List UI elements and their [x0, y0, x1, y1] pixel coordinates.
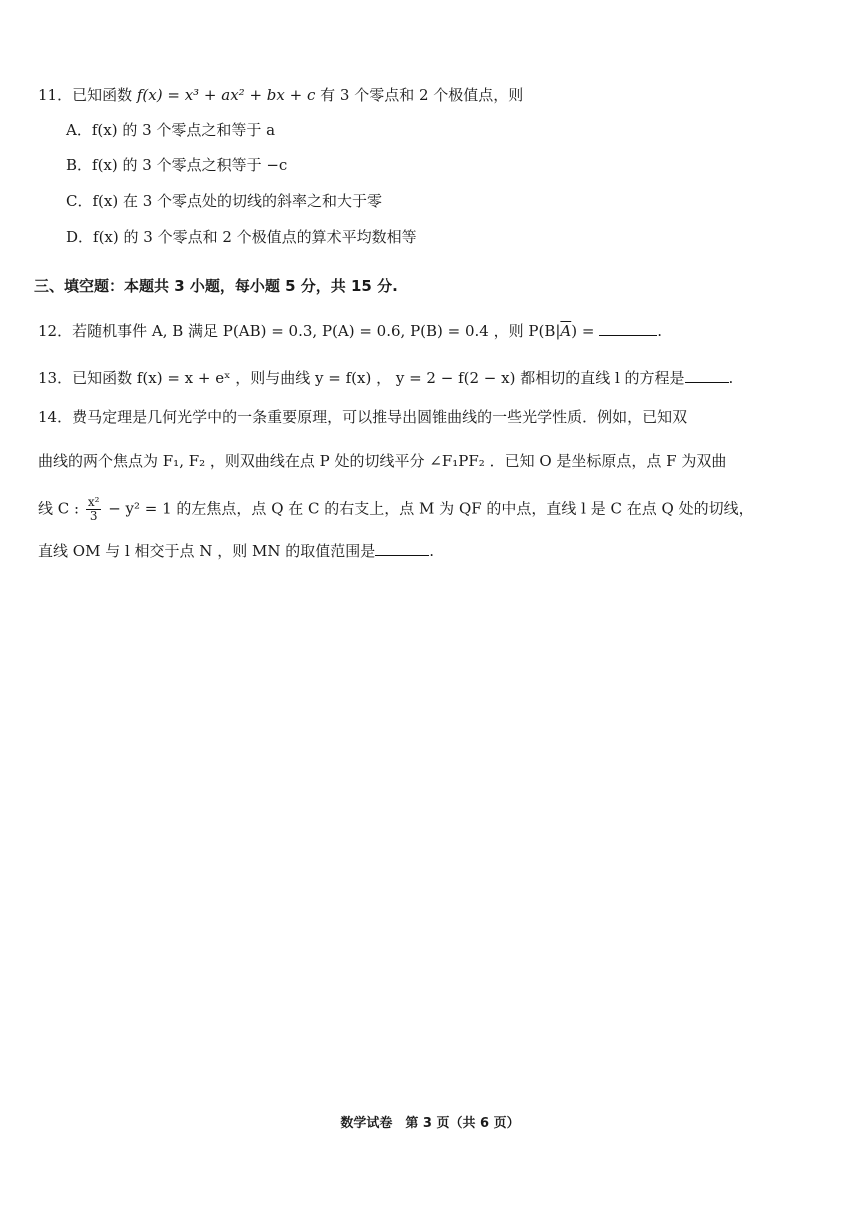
- question-text: 已知函数 f(x) = x + eˣ ，则与曲线 y = f(x) ， y = 2 − f(2 − x) 都相切的直线 l 的方程是: [72, 369, 685, 387]
- option-text: f(x) 的 3 个零点之和等于 a: [91, 121, 276, 139]
- option-a: [66, 119, 275, 141]
- option-c: [66, 190, 382, 212]
- fraction-denominator: 3: [89, 509, 98, 523]
- question-11: [38, 84, 523, 106]
- question-13: 13．已知函数 f(x) = x + eˣ ，则与曲线 y = f(x) ， y = 2 − f(2 − x) 都相切的直线 l 的方程是 .: [38, 369, 734, 387]
- question-text: 直线 OM 与 l 相交于点 N ，则 MN 的取值范围是: [38, 542, 376, 560]
- answer-blank[interactable]: [599, 321, 657, 336]
- answer-blank[interactable]: [685, 368, 729, 383]
- question-number: 13．: [38, 369, 73, 387]
- question-14-line-4: 直线 OM 与 l 相交于点 N ，则 MN 的取值范围是 .: [38, 542, 434, 560]
- question-number: 12．: [38, 322, 73, 340]
- section-heading-fill-in: 三、填空题：本题共 3 小题，每小题 5 分，共 15 分.: [34, 277, 398, 295]
- question-text-post: − y² = 1 的左焦点，点 Q 在 C 的右支上，点 M 为 QF 的中点，直线 l 是 C 在点 Q 处的切线，: [103, 499, 754, 518]
- question-text-pre: 线 C :: [38, 499, 84, 518]
- fraction: [86, 496, 102, 523]
- fraction-numerator: x²: [87, 495, 100, 509]
- option-text: f(x) 的 3 个零点之积等于 −c: [92, 156, 288, 174]
- page-footer: 数学试卷 第 3 页（共 6 页）: [340, 1116, 520, 1131]
- option-text: f(x) 的 3 个零点和 2 个极值点的算术平均数相等: [93, 228, 417, 246]
- question-14-line-3: [38, 496, 754, 523]
- question-text-post: ) =: [571, 322, 600, 340]
- question-text-pre: 已知函数: [72, 86, 137, 104]
- question-text: 费马定理是几何光学中的一条重要原理，可以推导出圆锥曲线的一些光学性质．例如，已知双: [72, 408, 688, 426]
- event-a-complement: $\overline{A}$: [560, 322, 572, 340]
- question-12: 12．若随机事件 A, B 满足 P(AB) = 0.3, P(A) = 0.6, P(B) = 0.4 ，则 $P(B|\overline{A})$ = .: [38, 322, 662, 340]
- option-label: A．: [66, 121, 92, 139]
- option-text: f(x) 在 3 个零点处的切线的斜率之和大于零: [92, 192, 383, 210]
- question-number: 14．: [38, 408, 73, 426]
- option-label: B．: [66, 156, 93, 174]
- question-number: 11．: [38, 86, 73, 104]
- question-text-pre: 若随机事件 A, B 满足 P(AB) = 0.3, P(A) = 0.6, P(B) = 0.4 ，则 P(B|: [72, 322, 561, 340]
- question-14-line-1: [38, 406, 687, 428]
- question-text-post: 有 3 个零点和 2 个极值点，则: [315, 86, 524, 104]
- option-label: C．: [66, 192, 93, 210]
- question-formula: f(x) = x³ + ax² + bx + c: [136, 86, 316, 104]
- option-b: [66, 154, 287, 176]
- question-14-line-2: 曲线的两个焦点为 F₁, F₂ ，则双曲线在点 P 处的切线平分 ∠F₁PF₂ ．已知 O 是坐标原点，点 F 为双曲: [38, 452, 727, 470]
- option-d: [66, 226, 417, 248]
- option-label: D．: [66, 228, 94, 246]
- answer-blank[interactable]: [375, 541, 429, 556]
